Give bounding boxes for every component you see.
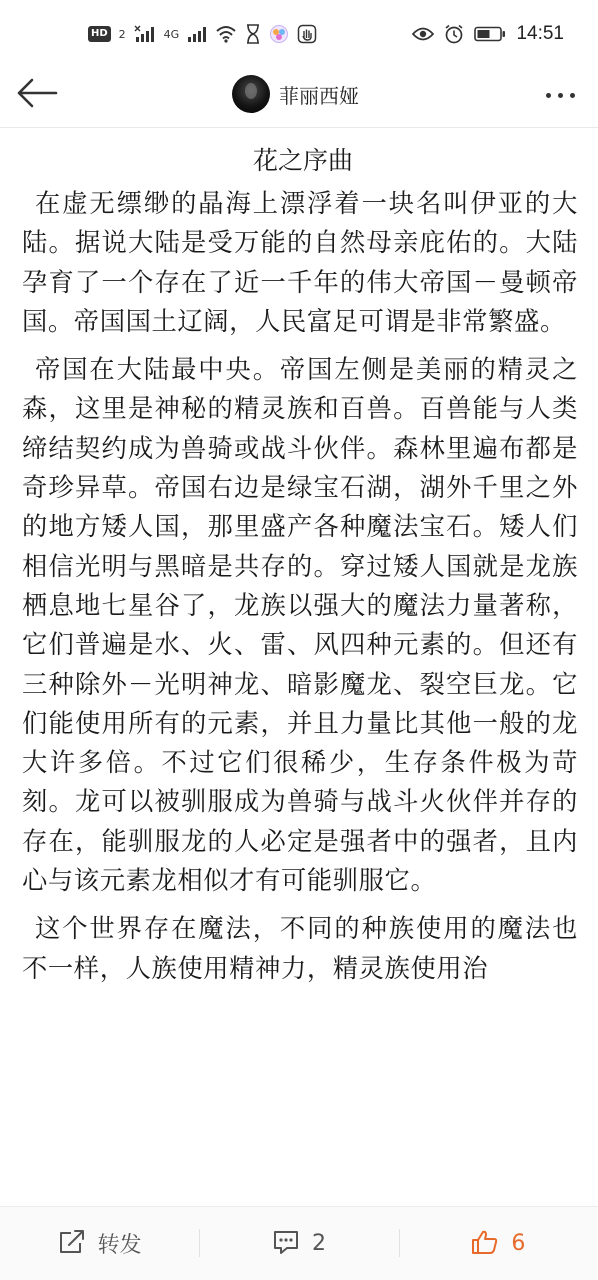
comment-button[interactable]	[199, 1207, 398, 1280]
clock-time: 14:51	[516, 23, 564, 44]
share-out-icon	[58, 1229, 86, 1259]
hd-voice-icon	[88, 26, 111, 42]
article-paragraph: 在虚无缥缈的晶海上漂浮着一块名叫伊亚的大陆。据说大陆是受万能的自然母亲庇佑的。大陆孕育了一个存在了近一千年的伟大帝国－曼顿帝国。帝国国土辽阔，人民富足可谓是非常繁盛。	[22, 189, 578, 336]
comment-bubble-icon	[272, 1229, 300, 1259]
network-type-label: 4G	[163, 27, 180, 41]
article-title: 花之序曲	[252, 146, 353, 175]
more-horizontal-icon	[558, 93, 563, 98]
comment-count: 2	[311, 1231, 326, 1256]
article-body[interactable]	[22, 142, 578, 1206]
eye-comfort-icon	[412, 26, 434, 42]
article-paragraph: 这个世界存在魔法，不同的种族使用的魔法也不一样，人族使用精神力，精灵族使用治	[22, 914, 578, 983]
author-name[interactable]: 菲丽西娅	[279, 83, 359, 108]
more-options-button[interactable]	[538, 80, 582, 110]
hourglass-icon	[245, 24, 261, 44]
status-right-icons	[412, 22, 564, 46]
app-notification-icon	[269, 24, 289, 44]
like-count: 6	[511, 1231, 526, 1256]
hand-icon	[297, 24, 317, 44]
avatar[interactable]	[232, 75, 270, 113]
more-horizontal-icon	[546, 93, 551, 98]
more-horizontal-icon	[570, 93, 575, 98]
bottom-action-bar	[0, 1206, 598, 1280]
status-bar	[0, 0, 598, 62]
thumbs-up-icon	[471, 1229, 499, 1259]
like-button[interactable]	[399, 1207, 598, 1280]
top-nav-bar	[0, 62, 598, 128]
author-info[interactable]	[232, 72, 359, 116]
sim-slot-label: 2	[118, 27, 126, 41]
repost-button[interactable]	[0, 1207, 199, 1280]
article-paragraph: 帝国在大陆最中央。帝国左侧是美丽的精灵之森，这里是神秘的精灵族和百兽。百兽能与人类缔结契约成为兽骑或战斗伙伴。森林里遍布都是奇珍异草。帝国右边是绿宝石湖，湖外千里之外的地方矮人国，那里盛产各种魔法宝石。矮人们相信光明与黑暗是共存的。穿过矮人国就是龙族栖息地七星谷了，龙族以强大的魔法力量著称，它们普遍是水、火、雷、风四种元素的。但还有三种除外－光明神龙、暗影魔龙、裂空巨龙。它们能使用所有的元素，并且力量比其他一般的龙大许多倍。不过它们很稀少，生存条件极为苛刻。龙可以被驯服成为兽骑与战斗火伙伴并存的存在，能驯服龙的人必定是强者中的强者，且内心与该元素龙相似才有可能驯服它。	[22, 355, 578, 896]
back-button[interactable]	[14, 74, 60, 116]
battery-icon	[474, 26, 506, 42]
wifi-icon	[215, 25, 237, 43]
hd-label: HD	[91, 28, 108, 39]
signal-off-icon	[134, 25, 156, 43]
arrow-left-icon	[16, 78, 58, 112]
status-left-icons	[88, 22, 317, 46]
repost-label: 转发	[97, 1233, 142, 1258]
signal-icon	[187, 25, 207, 43]
alarm-icon	[444, 24, 464, 44]
